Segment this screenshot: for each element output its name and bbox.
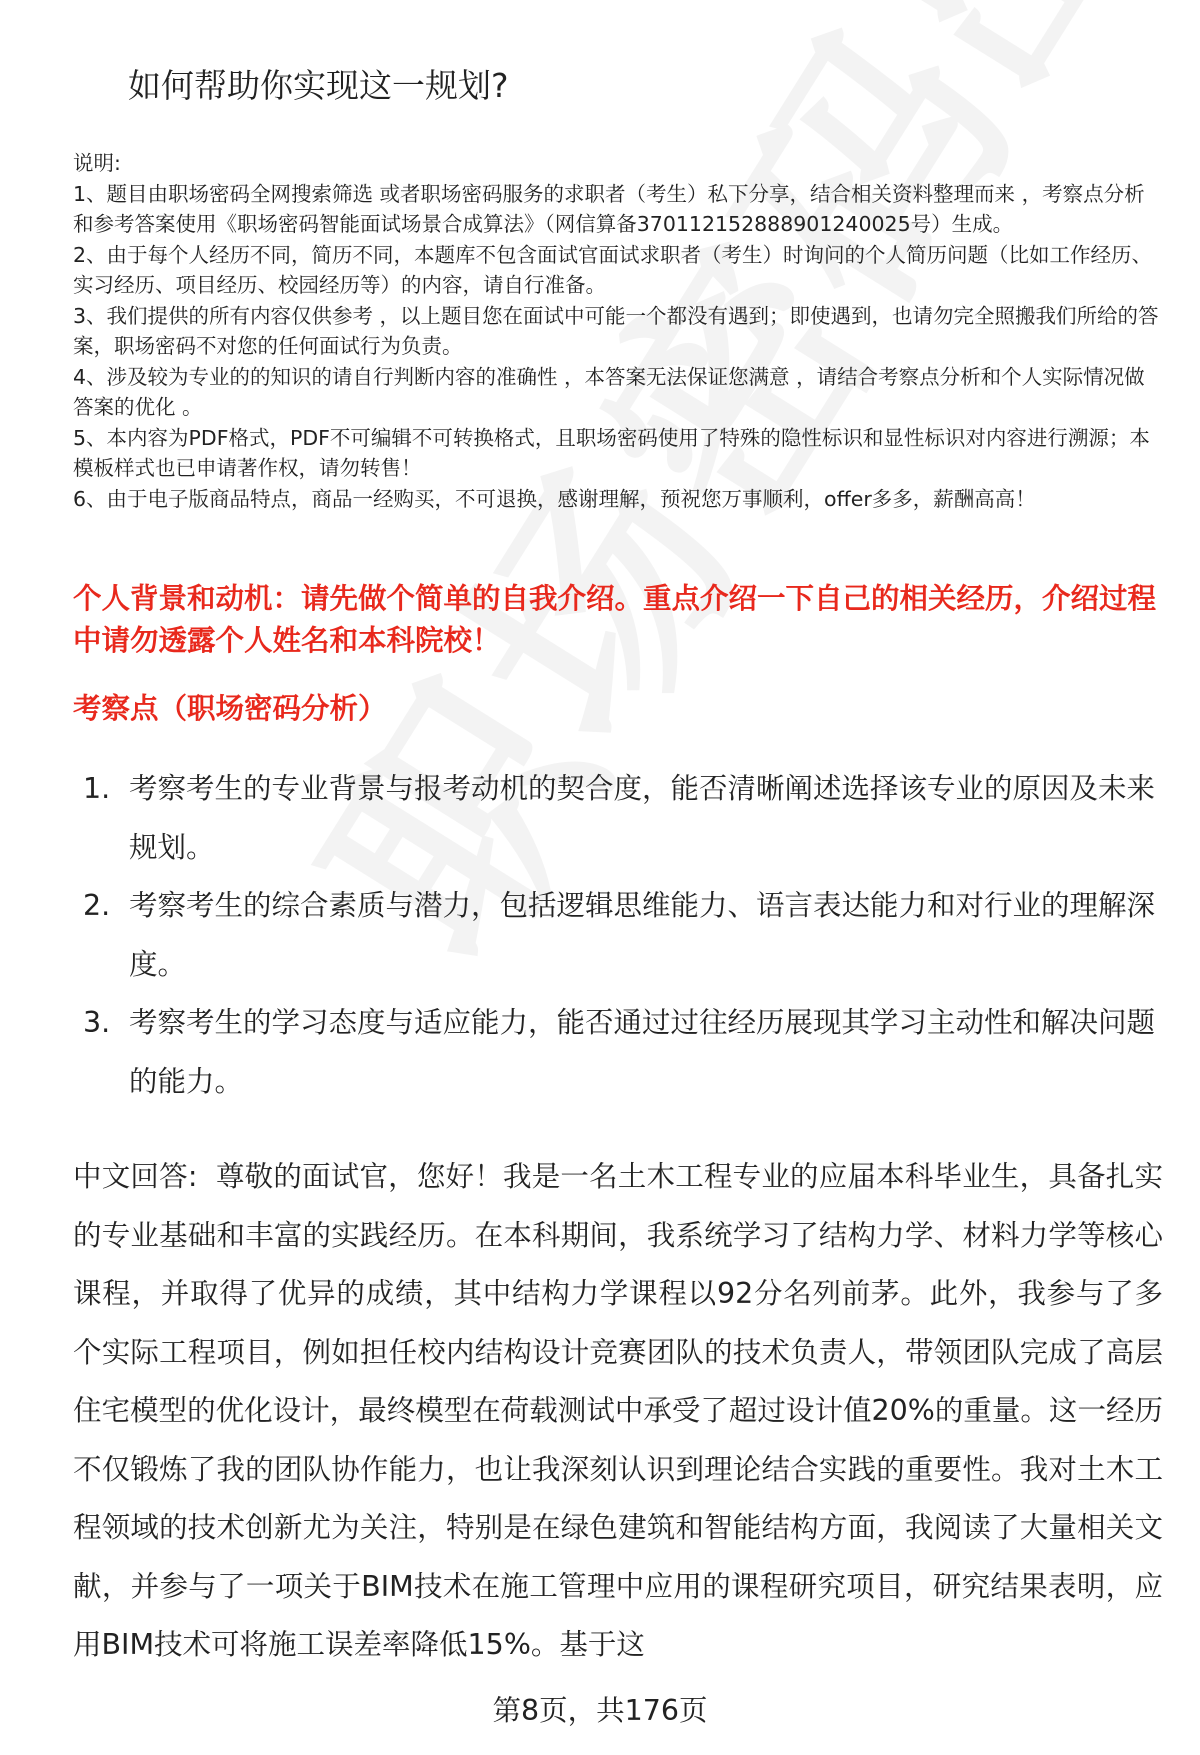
point-text: 考察考生的专业背景与报考动机的契合度，能否清晰阐述选择该专业的原因及未来规划。 [129, 772, 1156, 864]
notes-item: 5、本内容为PDF格式，PDF不可编辑不可转换格式，且职场密码使用了特殊的隐性标识和显性标识对内容进行溯源；本模板样式也已申请著作权，请勿转售！ [73, 425, 1150, 480]
analysis-points [73, 760, 1163, 1111]
page-title: 如何帮助你实现这一规划? [128, 66, 509, 105]
analysis-point [73, 877, 1163, 994]
notes-item: 3、我们提供的所有内容仅供参考 ，以上题目您在面试中可能一个都没有遇到；即使遇到，也请勿完全照搬我们所给的答案，职场密码不对您的任何面试行为负责。 [73, 303, 1159, 358]
notes-heading: 说明: [73, 151, 121, 175]
notes-item: 2、由于每个人经历不同，简历不同，本题库不包含面试官面试求职者（考生）时询问的个人简历问题（比如工作经历、实习经历、项目经历、校园经历等）的内容，请自行准备。 [73, 242, 1153, 297]
notes-item: 6、由于电子版商品特点，商品一经购买，不可退换，感谢理解，预祝您万事顺利，offer多多，薪酬高高！ [73, 486, 1036, 511]
point-number: 1. [83, 772, 111, 805]
point-text: 考察考生的综合素质与潜力，包括逻辑思维能力、语言表达能力和对行业的理解深度。 [129, 889, 1156, 981]
analysis-point [73, 994, 1163, 1111]
point-text: 考察考生的学习态度与适应能力，能否通过过往经历展现其学习主动性和解决问题的能力。 [129, 1006, 1156, 1098]
analysis-title: 考察点（职场密码分析） [73, 692, 387, 725]
page-number: 第8页，共176页 [492, 1694, 708, 1727]
notes-item: 4、涉及较为专业的的知识的请自行判断内容的准确性 ，本答案无法保证您满意 ，请结合考察点分析和个人实际情况做答案的优化 。 [73, 364, 1145, 419]
interview-question: 个人背景和动机：请先做个简单的自我介绍。重点介绍一下自己的相关经历，介绍过程中请勿透露个人姓名和本科院校！ [73, 582, 1157, 657]
answer-text: 尊敬的面试官，您好！我是一名土木工程专业的应届本科毕业生，具备扎实的专业基础和丰富的实践经历。在本科期间，我系统学习了结构力学、材料力学等核心课程，并取得了优异的成绩，其中结构力学课程以92分名列前茅。此外，我参与了多个实际工程项目，例如担任校内结构设计竞赛团队的技术负责人，带领团队完成了高层住宅模型的优化设计，最终模型在荷载测试中承受了超过设计值20%的重量。这一经历不仅锻炼了我的团队协作能力，也让我深刻认识到理论结合实践的重要性。我对土木工程领域的技术创新尤为关注，特别是在绿色建筑和智能结构方面，我阅读了大量相关文献，并参与了一项关于BIM技术在施工管理中应用的课程研究项目，研究结果表明，应用BIM技术可将施工误差率降低15%。基于这 [73, 1160, 1163, 1661]
point-number: 2. [83, 889, 111, 922]
answer-section [73, 1148, 1163, 1675]
notes-item: 1、题目由职场密码全网搜索筛选 或者职场密码服务的求职者（考生）私下分享，结合相关资料整理而来 ，考察点分析和参考答案使用《职场密码智能面试场景合成算法》（网信算备370112152888901240025号）生成。 [73, 181, 1145, 236]
notes-section [73, 148, 1163, 514]
point-number: 3. [83, 1006, 111, 1039]
analysis-point [73, 760, 1163, 877]
answer-label: 中文回答: [73, 1160, 198, 1193]
